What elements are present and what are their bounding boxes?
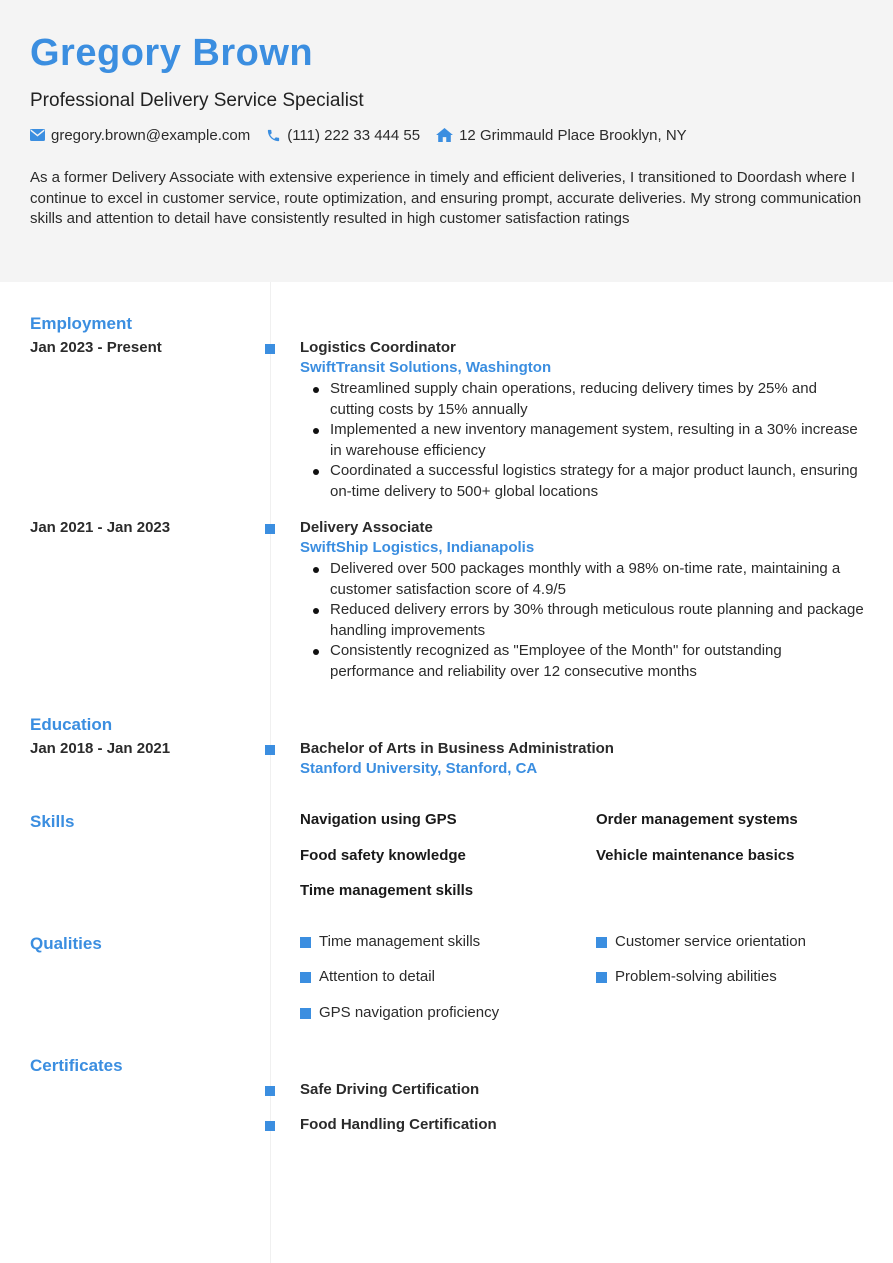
square-marker-icon bbox=[265, 1086, 275, 1096]
quality-item bbox=[596, 967, 777, 987]
school-name: Stanford University, Stanford, CA bbox=[300, 760, 538, 777]
skill-item: Time management skills bbox=[300, 882, 474, 899]
skill-item: Vehicle maintenance basics bbox=[596, 847, 795, 864]
square-bullet-icon bbox=[300, 972, 311, 983]
envelope-icon bbox=[30, 129, 45, 141]
quality-item bbox=[300, 932, 480, 952]
list-item: Consistently recognized as "Employee of the Month" for outstanding performance and reliability over 12 consecutive months bbox=[300, 641, 865, 682]
skill-item: Order management systems bbox=[596, 811, 798, 828]
timeline-divider bbox=[270, 282, 271, 1263]
education-heading: Education bbox=[30, 715, 113, 734]
list-item: Coordinated a successful logistics strategy for a major product launch, ensuring on-time delivery to 500+ global locations bbox=[300, 461, 865, 502]
quality-label: Problem-solving abilities bbox=[615, 968, 777, 985]
quality-label: GPS navigation proficiency bbox=[319, 1004, 500, 1021]
certificate-item: Safe Driving Certification bbox=[300, 1081, 480, 1098]
list-item: Reduced delivery errors by 30% through meticulous route planning and package handling improvements bbox=[300, 600, 865, 641]
home-icon bbox=[436, 128, 453, 142]
job-company: SwiftTransit Solutions, Washington bbox=[300, 359, 552, 376]
list-item: Implemented a new inventory management system, resulting in a 30% increase in warehouse efficiency bbox=[300, 420, 865, 461]
candidate-title: Professional Delivery Service Specialist bbox=[30, 90, 364, 111]
square-marker-icon bbox=[265, 745, 275, 755]
job-title: Delivery Associate bbox=[300, 519, 433, 536]
quality-item bbox=[300, 1003, 499, 1023]
quality-item bbox=[596, 932, 806, 952]
email-text: gregory.brown@example.com bbox=[51, 126, 251, 144]
profile-summary: As a former Delivery Associate with extensive experience in timely and efficient deliveries, I transitioned to Doordash where I continue to excel in customer service, route optimization, and ensuring prompt, accurate deliveries. My strong communication skills and attention to detail have consistently resulted in high customer satisfaction ratings bbox=[30, 169, 862, 228]
skill-item: Navigation using GPS bbox=[300, 811, 457, 828]
qualities-heading: Qualities bbox=[30, 934, 102, 953]
address-text: 12 Grimmauld Place Brooklyn, NY bbox=[459, 126, 687, 144]
square-marker-icon bbox=[265, 1121, 275, 1131]
education-dates: Jan 2018 - Jan 2021 bbox=[30, 740, 171, 757]
square-bullet-icon bbox=[596, 937, 607, 948]
square-marker-icon bbox=[265, 344, 275, 354]
degree-title: Bachelor of Arts in Business Administration bbox=[300, 740, 614, 757]
contact-address bbox=[436, 127, 687, 144]
certificates-heading: Certificates bbox=[30, 1056, 123, 1075]
resume-header bbox=[0, 0, 893, 282]
certificate-item: Food Handling Certification bbox=[300, 1116, 497, 1133]
quality-item bbox=[300, 967, 435, 987]
skills-heading: Skills bbox=[30, 812, 75, 831]
phone-text: (111) 222 33 444 55 bbox=[287, 126, 421, 144]
job-achievements bbox=[300, 559, 865, 683]
job-dates: Jan 2023 - Present bbox=[30, 339, 162, 356]
candidate-name: Gregory Brown bbox=[30, 32, 314, 74]
quality-label: Attention to detail bbox=[319, 968, 435, 985]
square-marker-icon bbox=[265, 524, 275, 534]
job-dates: Jan 2021 - Jan 2023 bbox=[30, 519, 171, 536]
square-bullet-icon bbox=[596, 972, 607, 983]
job-title: Logistics Coordinator bbox=[300, 339, 456, 356]
contact-phone[interactable] bbox=[266, 127, 420, 144]
quality-label: Time management skills bbox=[319, 933, 481, 950]
contact-info bbox=[30, 125, 703, 145]
job-company: SwiftShip Logistics, Indianapolis bbox=[300, 539, 535, 556]
list-item: Streamlined supply chain operations, reducing delivery times by 25% and cutting costs by 15% annually bbox=[300, 379, 865, 420]
employment-heading: Employment bbox=[30, 314, 133, 333]
square-bullet-icon bbox=[300, 937, 311, 948]
phone-icon bbox=[266, 128, 281, 143]
skill-item: Food safety knowledge bbox=[300, 847, 466, 864]
contact-email[interactable] bbox=[30, 127, 250, 144]
job-achievements bbox=[300, 379, 865, 503]
list-item: Delivered over 500 packages monthly with a 98% on-time rate, maintaining a customer satisfaction score of 4.9/5 bbox=[300, 559, 865, 600]
square-bullet-icon bbox=[300, 1008, 311, 1019]
quality-label: Customer service orientation bbox=[615, 933, 806, 950]
